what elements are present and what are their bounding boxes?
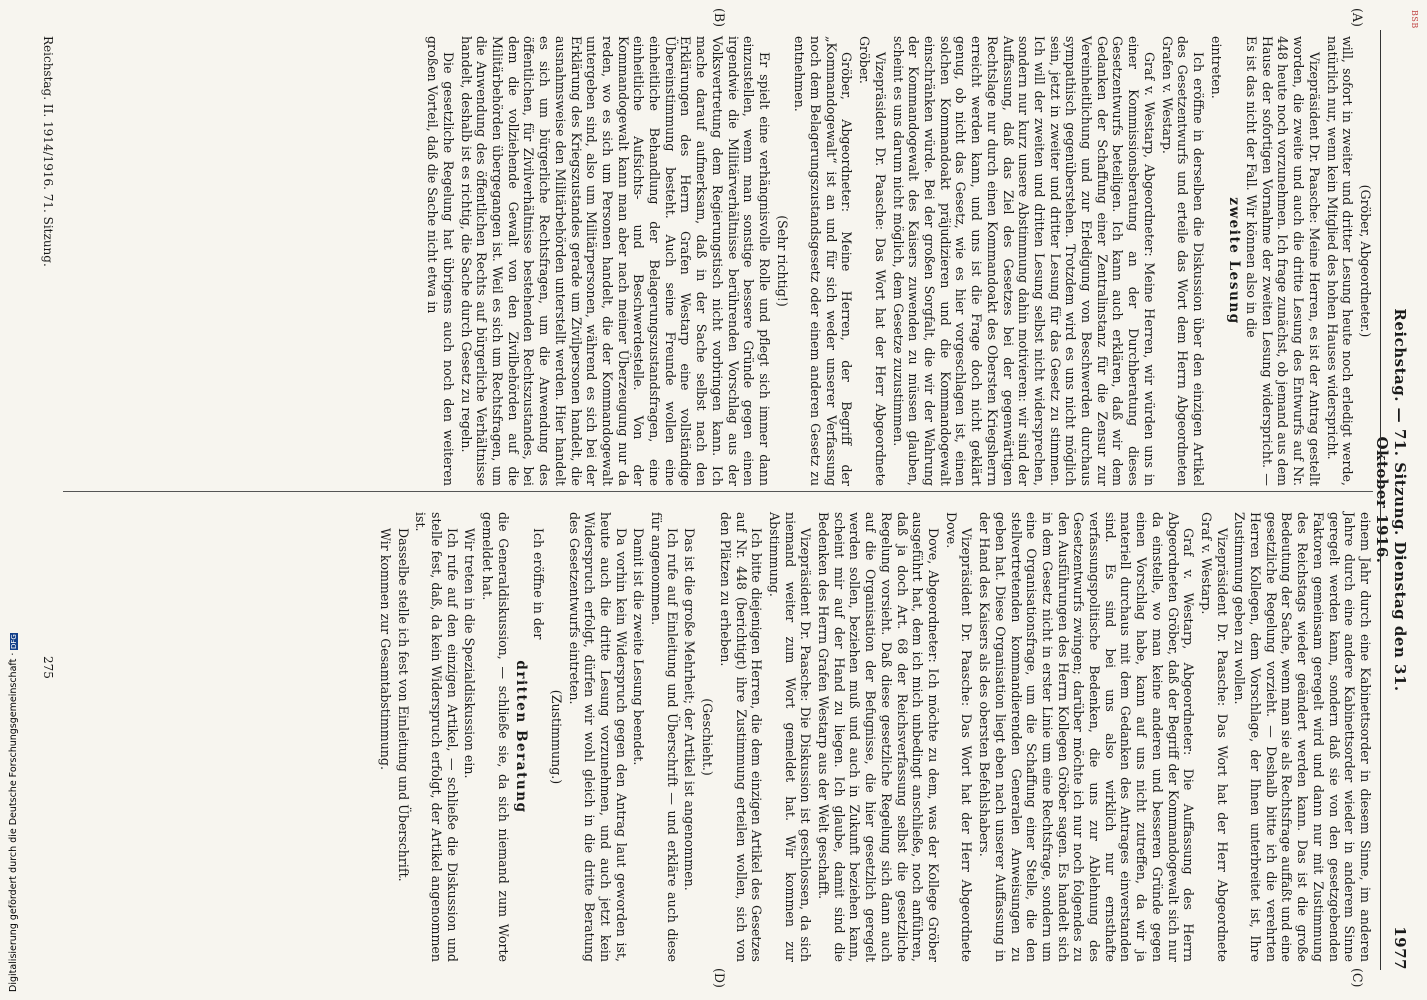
page-number: 1977 xyxy=(1391,926,1409,970)
margin-mark-c: (C) xyxy=(1350,968,1365,988)
margin-mark-d: (D) xyxy=(712,968,727,988)
right-column xyxy=(375,512,1373,962)
running-title: Reichstag. — 71. Sitzung. Dienstag den 31. Oktober 1916. xyxy=(1373,308,1409,692)
footer-signature: Reichstag. II. 1914/1916. 71. Sitzung. xyxy=(41,36,55,267)
left-paragraph: Ich eröffne in derselben die Diskussion über den einzigen Artikel des Gesetzentwurfs und erteile das Wort dem Herrn Abgeordneten Grafen v. Westarp. xyxy=(1159,36,1206,486)
left-paragraph: Gröber, Abgeordneter: Meine Herren, der Begriff der „Kommandogewalt“ ist an und für sich weder unserer Verfassung noch dem Belagerungszustandsgesetz oder einem anderen Gesetz zu entnehmen. xyxy=(792,36,855,486)
left-paragraph: Er spielt eine verhängnisvolle Rolle und pflegt sich immer dann einzustellen, wenn man sonstige bessere Gründe gegen einen irgendwie die Militärverhältnisse berührenden Vorschlag aus der Volksvertretung dem Regierungstisch nicht vorbringen kann. Ich mache darauf aufmerksam, daß in der Sache selbst nach den Erklärungen des Herrn Grafen Westarp eine vollständige Übereinstimmung besteht. Auch seine Freunde wollen eine einheitliche Behandlung der Belagerungszustandsfragen, eine einheitliche Aufsichts- und Beschwerdestelle. Von der Kommandogewalt kann man aber nach meiner Überzeugung nur da reden, wo es sich um Personen handelt, die der Kommandogewalt untergeben sind, also um Militärpersonen, während es sich bei der Erklärung des Kriegszustandes gerade um Zivilpersonen handelt, die ausnahmsweise den Militärbehörden unterstellt werden. Hier handelt es sich um bürgerliche Rechtsfragen, um die Anwendung des öffentlichen, für Zivilverhältnisse bestehenden Rechtszustandes, bei dem die vollziehende Gewalt von den Zivilbehörden auf die Militärbehörden übergegangen ist. Weil es sich um Rechtsfragen, um die Anwendung des öffentlichen Rechts auf bürgerliche Verhältnisse handelt, deshalb ist es richtig, die Sache durch Gesetz zu regeln. xyxy=(458,36,772,486)
right-paragraph: Dasselbe stelle ich fest von Einleitung und Überschrift. xyxy=(395,528,411,882)
left-paragraph: Vizepräsident Dr. Paasche: Das Wort hat der Herr Abgeordnete Gröber. xyxy=(857,36,888,486)
margin-mark-b: (B) xyxy=(712,8,727,28)
right-paragraph: Da vorhin kein Widerspruch gegen den Antrag laut geworden ist, heute auch die dritte Lesung vorzunehmen, und auch jetzt kein Widerspruch erfolgt, dürfen wir wohl gleich in die dritte Beratung des Gesetzentwurfs eintreten. xyxy=(566,512,629,962)
left-paragraph: will, sofort in zweiter und dritter Lesung heute noch erledigt werde, natürlich nur, wenn kein Mitglied des hohen Hauses widerspricht. xyxy=(1324,36,1356,486)
page-header xyxy=(1373,10,1419,970)
left-paragraph: eintreten. xyxy=(1208,36,1224,99)
right-paragraph: Ich bitte diejenigen Herren, die dem einzigen Artikel des Gesetzes auf Nr. 448 (berichtigt) ihre Zustimmung erteilen wollen, sich von den Plätzen zu erheben. xyxy=(717,512,765,962)
left-paragraph: (Gröber, Abgeordneter.) xyxy=(1358,184,1373,338)
left-paragraph: Die gesetzliche Regelung hat übrigens auch noch den weiteren großen Vorteil, daß die Sache nicht etwa in xyxy=(425,36,456,486)
left-paragraph: Graf v. Westarp, Abgeordneter: Meine Herren, wir würden uns in einer Kommissionsberatung an der Durchberatung dieses Gesetzentwurfs beteiligen. Ich kann auch erklären, daß wir dem Gedanken der Schaffung einer Zentralinstanz für die Zensur zur Vereinheitlichung und zur Erledigung von Beschwerden durchaus sympathisch gegenüberstehen. Trotzdem wird es uns nicht möglich sein, jetzt in zweiter und dritter Lesung für das Gesetz zu stimmen. Ich will der zweiten und dritten Lesung selbst nicht widersprechen, sondern nur kurz unsere Abstimmung dahin motivieren: wir sind der Auffassung, daß das Ziel des Gesetzes bei der gegenwärtigen Rechtslage nur durch einen Kommandoakt des Obersten Kriegsherrn erreicht werden kann, und uns ist die Frage doch nicht geklärt genug, ob nicht das Gesetz, wie es hier vorgeschlagen ist, einen solchen Kommandoakt präjudizieren und die Kommandogewalt einschränken würde. Bei der großen Sorgfalt, die wir der Wahrung der Kommandogewalt des Kaisers zuwenden zu müssen glauben, scheint es uns darum nicht möglich, dem Gesetze zuzustimmen. xyxy=(890,36,1157,486)
right-paragraph: Wir treten in die Spezialdiskussion ein. xyxy=(462,528,478,779)
column-divider xyxy=(63,491,1373,492)
right-paragraph: einem Jahr durch eine Kabinettsorder in diesem Sinne, im anderen Jahre durch eine andere Kabinettsorder wieder in anderem Sinne geregelt werden kann, sondern daß sie von den gesetzgebenden Faktoren gemeinsam geregelt wird und dann nur mit Zustimmung des Reichstags wieder geändert werden kann. Das ist die große Bedeutung der Sache, wenn man sie als Rechtsfrage auffaßt und eine gesetzliche Regelung vorzieht. — Deshalb bitte ich die verehrten Herren Kollegen, dem Vorschlage, der Ihnen unterbreitet ist, Ihre Zustimmung geben zu wollen. xyxy=(1232,512,1373,962)
right-paragraph: Wir kommen zur Gesamtabstimmung. xyxy=(377,528,393,770)
right-paragraph: Damit ist die zweite Lesung beendet. xyxy=(631,528,647,766)
right-paragraph: Dove, Abgeordneter: Ich möchte zu dem, was der Kollege Gröber ausgeführt hat, dem ich mich unbedingt anschließe, noch anführen, daß ja doch Art. 68 der Reichsverfassung selbst die gesetzliche Regelung vorsieht. Daß diese gesetzliche Regelung sich dann auch auf die Organisation der Befugnisse, die hier gesetzlich geregelt werden sollen, beziehen muß und auch in Zukunft beziehen kann, scheint mir auf der Hand zu liegen. Ich glaube, damit sind die Bedenken des Herrn Grafen Westarp aus der Welt geschafft. xyxy=(816,512,942,962)
right-paragraph: Ich rufe auf den einzigen Artikel, — schließe die Diskussion und stelle fest, daß, da kein Widerspruch erfolgt, der Artikel angenommen ist. xyxy=(413,512,460,962)
left-column xyxy=(423,36,1373,486)
right-paragraph: (Geschieht.) xyxy=(700,698,716,776)
margin-mark-a: (A) xyxy=(1350,8,1365,27)
right-paragraph: (Zustimmung.) xyxy=(548,689,564,785)
right-paragraph: Ich eröffne in der xyxy=(531,528,547,640)
dfg-logo: DFG xyxy=(10,633,18,649)
left-paragraph: zweite Lesung xyxy=(1226,197,1243,325)
right-paragraph: dritten Beratung xyxy=(513,660,530,814)
footer-number: 275 xyxy=(41,656,55,679)
credit-text: Digitalisierung gefördert durch die Deutsche Forschungsgemeinschaft · xyxy=(8,652,19,992)
right-paragraph: Ich rufe auf Einleitung und Überschrift — und erkläre auch diese für angenommen. xyxy=(649,512,680,962)
digitization-credit xyxy=(8,604,22,992)
right-paragraph: Vizepräsident Dr. Paasche: Das Wort hat der Herr Abgeordnete Graf v. Westarp. xyxy=(1198,512,1230,962)
right-paragraph: Das ist die große Mehrheit; der Artikel ist angenommen. xyxy=(682,528,698,891)
right-paragraph: Vizepräsident Dr. Paasche: Die Diskussion ist geschlossen, da sich niemand weiter zum Wort gemeldet hat. Wir kommen zur Abstimmung. xyxy=(766,512,814,962)
scan-mark: BSB xyxy=(1410,10,1419,29)
header-rule xyxy=(1380,30,1381,970)
right-paragraph: die Generaldiskussion, — schließe sie, da sich niemand zum Worte gemeldet hat. xyxy=(480,512,511,962)
left-paragraph: (Sehr richtig!) xyxy=(774,215,790,307)
right-paragraph: Vizepräsident Dr. Paasche: Das Wort hat der Herr Abgeordnete Dove. xyxy=(943,512,975,962)
right-paragraph: Graf v. Westarp, Abgeordneter: Die Auffassung des Herrn Abgeordneten Gröber, daß der Begriff der Kommandogewalt sich nur da einstelle, wo man keine anderen und besseren Gründe gegen einen Vorschlag habe, kann auf uns nicht zutreffen, da wir ja materiell durchaus mit dem Gedanken des Antrages einverstanden sind. Es sind bei uns also wirklich nur ernsthafte verfassungspolitische Bedenken, die uns zur Ablehnung des Gesetzentwurfs zwingen; darüber möchte ich nur noch folgendes zu den Ausführungen des Herrn Kollegen Gröber sagen. Es handelt sich in dem Gesetz nicht in erster Linie um eine Rechtsfrage, sondern um eine Organisationsfrage, um die Schaffung einer Stelle, die den stellvertretenden kommandierenden Generalen Anweisungen zu geben hat. Diese Organisation liegt eben nach unserer Auffassung in der Hand des Kaisers als des obersten Befehlshabers. xyxy=(977,512,1197,962)
left-paragraph: Vizepräsident Dr. Paasche: Meine Herren, es ist der Antrag gestellt worden, die zweite und auch die dritte Lesung des Entwurfs auf Nr. 448 heute noch vorzunehmen. Ich frage zunächst, ob jemand aus dem Hause der sofortigen Vornahme der zweiten Lesung widerspricht. — Es ist das nicht der Fall. Wir können also in die xyxy=(1244,36,1322,486)
